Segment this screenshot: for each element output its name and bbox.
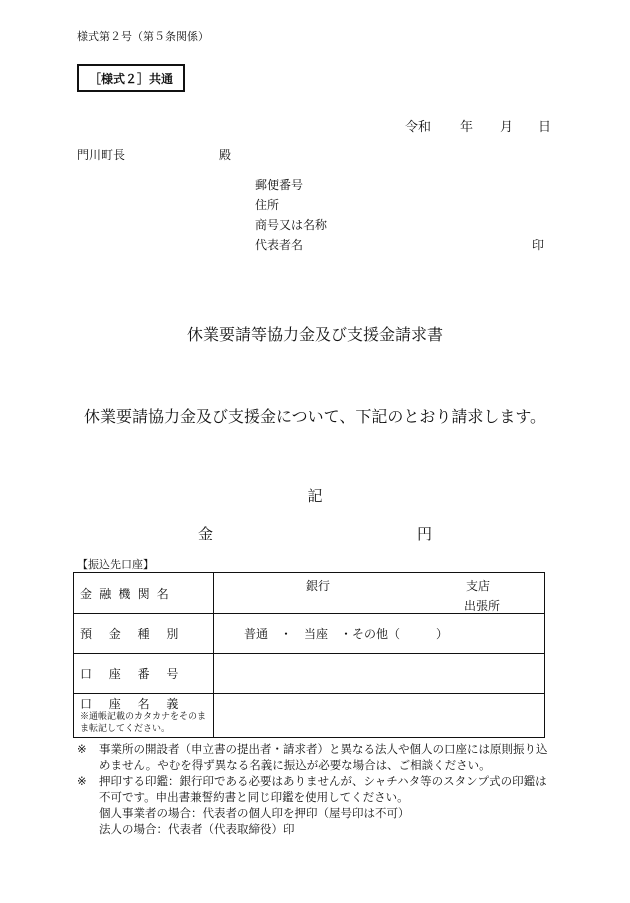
note-mark: ※ bbox=[77, 742, 87, 756]
bank-label: 銀行 bbox=[306, 579, 331, 593]
deposit-type-label: 預金種別 bbox=[80, 627, 196, 641]
note-item bbox=[77, 773, 557, 837]
lead-text: 休業要請協力金及び支援金について、下記のとおり請求します。 bbox=[83, 407, 547, 426]
account-holder-note: ※通帳記載のカタカナをそのまま転記してください。 bbox=[80, 711, 207, 734]
account-holder-label: 口座名義 bbox=[80, 696, 196, 711]
note-mark: ※ bbox=[77, 774, 87, 788]
account-number-label-cell bbox=[74, 654, 214, 694]
postal-code-label: 郵便番号 bbox=[255, 178, 304, 192]
amount-label: 金 bbox=[198, 525, 214, 543]
table-row bbox=[74, 694, 545, 738]
amount-unit: 円 bbox=[417, 525, 433, 543]
account-section-title: 【振込先口座】 bbox=[77, 558, 154, 571]
account-holder-value-cell[interactable] bbox=[214, 694, 545, 738]
table-row bbox=[74, 654, 545, 694]
table-row bbox=[74, 614, 545, 654]
address-label: 住所 bbox=[255, 198, 280, 212]
deposit-type-options[interactable]: 普通 ・ 当座 ・その他（ ） bbox=[214, 614, 545, 654]
date-month: 月 bbox=[500, 120, 514, 135]
note-line: 事業所の開設者（申立書の提出者・請求者）と異なる法人や個人の口座には原則振り込 bbox=[99, 742, 548, 756]
notes bbox=[77, 741, 557, 837]
document-title: 休業要請等協力金及び支援金請求書 bbox=[186, 325, 443, 344]
note-line: 不可です。申出書兼誓約書と同じ印鑑を使用してください。 bbox=[99, 790, 409, 804]
account-number-value-cell[interactable] bbox=[214, 654, 545, 694]
note-item bbox=[77, 741, 557, 773]
note-line: めません。やむを得ず異なる名義に振込が必要な場合は、ご相談ください。 bbox=[99, 758, 491, 772]
form-type-badge: ［様式２］共通 bbox=[77, 64, 185, 92]
note-line: 法人の場合：代表者（代表取締役）印 bbox=[99, 822, 295, 836]
representative-label: 代表者名 bbox=[255, 238, 304, 252]
institution-value-cell[interactable] bbox=[214, 573, 545, 614]
date-day: 日 bbox=[538, 120, 552, 135]
recipient-honorific: 殿 bbox=[219, 148, 232, 162]
branch-office-label: 出張所 bbox=[464, 599, 501, 613]
seal-mark: 印 bbox=[532, 238, 545, 252]
branch-label: 支店 bbox=[466, 579, 491, 593]
date-era: 令和 bbox=[405, 120, 432, 135]
account-table bbox=[73, 572, 545, 738]
institution-label: 金融機関名 bbox=[80, 586, 177, 601]
deposit-type-label-cell bbox=[74, 614, 214, 654]
account-holder-label-cell bbox=[74, 694, 214, 738]
company-name-label: 商号又は名称 bbox=[255, 218, 328, 232]
institution-label-cell bbox=[74, 573, 214, 614]
note-line: 個人事業者の場合：代表者の個人印を押印（屋号印は不可） bbox=[99, 806, 410, 820]
date-year: 年 bbox=[460, 120, 474, 135]
account-number-label: 口座番号 bbox=[80, 667, 196, 681]
recipient-name: 門川町長 bbox=[77, 148, 126, 162]
table-row bbox=[74, 573, 545, 614]
form-number: 様式第２号（第５条関係） bbox=[77, 30, 209, 43]
note-line: 押印する印鑑：銀行印である必要はありませんが、シャチハタ等のスタンプ式の印鑑は bbox=[99, 774, 547, 788]
record-heading: 記 bbox=[307, 487, 323, 505]
